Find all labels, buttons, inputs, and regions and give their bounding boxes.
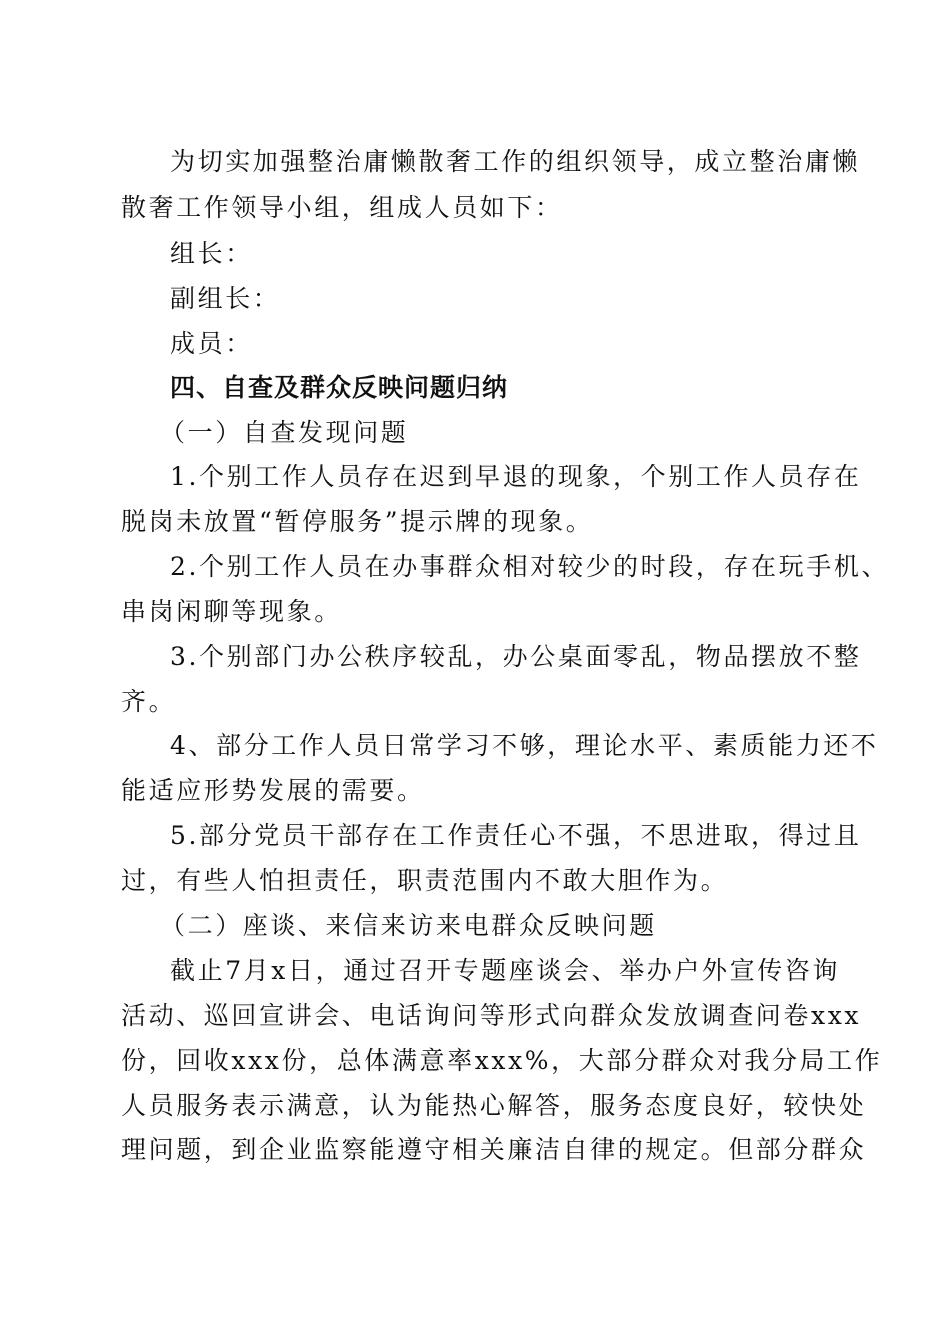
deputy-leader-label: 副组长： bbox=[170, 284, 281, 313]
item-2-line-1: 2.个别工作人员在办事群众相对较少的时段，存在玩手机、 bbox=[170, 552, 890, 581]
subsection-heading-2: （二）座谈、来信来访来电群众反映问题 bbox=[160, 911, 657, 940]
item-3-line-2: 齐。 bbox=[121, 687, 177, 716]
group-leader-label: 组长： bbox=[170, 239, 253, 268]
paragraph-line-3: 份，回收xxx份，总体满意率xxx%，大部分群众对我分局工作 bbox=[121, 1046, 883, 1075]
item-2-line-2: 串岗闲聊等现象。 bbox=[121, 597, 342, 626]
item-1-line-1: 1.个别工作人员存在迟到早退的现象，个别工作人员存在 bbox=[170, 462, 862, 491]
intro-line-2: 散奢工作领导小组，组成人员如下： bbox=[121, 193, 563, 222]
item-4-line-2: 能适应形势发展的需要。 bbox=[121, 776, 425, 805]
intro-line-1: 为切实加强整治庸懒散奢工作的组织领导，成立整治庸懒 bbox=[170, 147, 861, 176]
section-heading: 四、自查及群众反映问题归纳 bbox=[170, 373, 509, 402]
subsection-heading-1: （一）自查发现问题 bbox=[160, 418, 409, 447]
item-1-line-2: 脱岗未放置“暂停服务”提示牌的现象。 bbox=[121, 507, 594, 536]
item-3-line-1: 3.个别部门办公秩序较乱，办公桌面零乱，物品摆放不整 bbox=[170, 642, 862, 671]
paragraph-line-5: 理问题，到企业监察能遵守相关廉洁自律的规定。但部分群众 bbox=[121, 1135, 867, 1164]
members-label: 成员： bbox=[170, 329, 253, 358]
paragraph-line-1: 截止7月x日，通过召开专题座谈会、举办户外宣传咨询 bbox=[170, 956, 841, 985]
paragraph-line-4: 人员服务表示满意，认为能热心解答，服务态度良好，较快处 bbox=[121, 1091, 867, 1120]
item-4-line-1: 4、部分工作人员日常学习不够，理论水平、素质能力还不 bbox=[170, 731, 879, 760]
item-5-line-2: 过，有些人怕担责任，职责范围内不敢大胆作为。 bbox=[121, 866, 729, 895]
item-5-line-1: 5.部分党员干部存在工作责任心不强，不思进取，得过且 bbox=[170, 821, 862, 850]
paragraph-line-2: 活动、巡回宣讲会、电话询问等形式向群众发放调查问卷xxx bbox=[121, 1001, 862, 1030]
